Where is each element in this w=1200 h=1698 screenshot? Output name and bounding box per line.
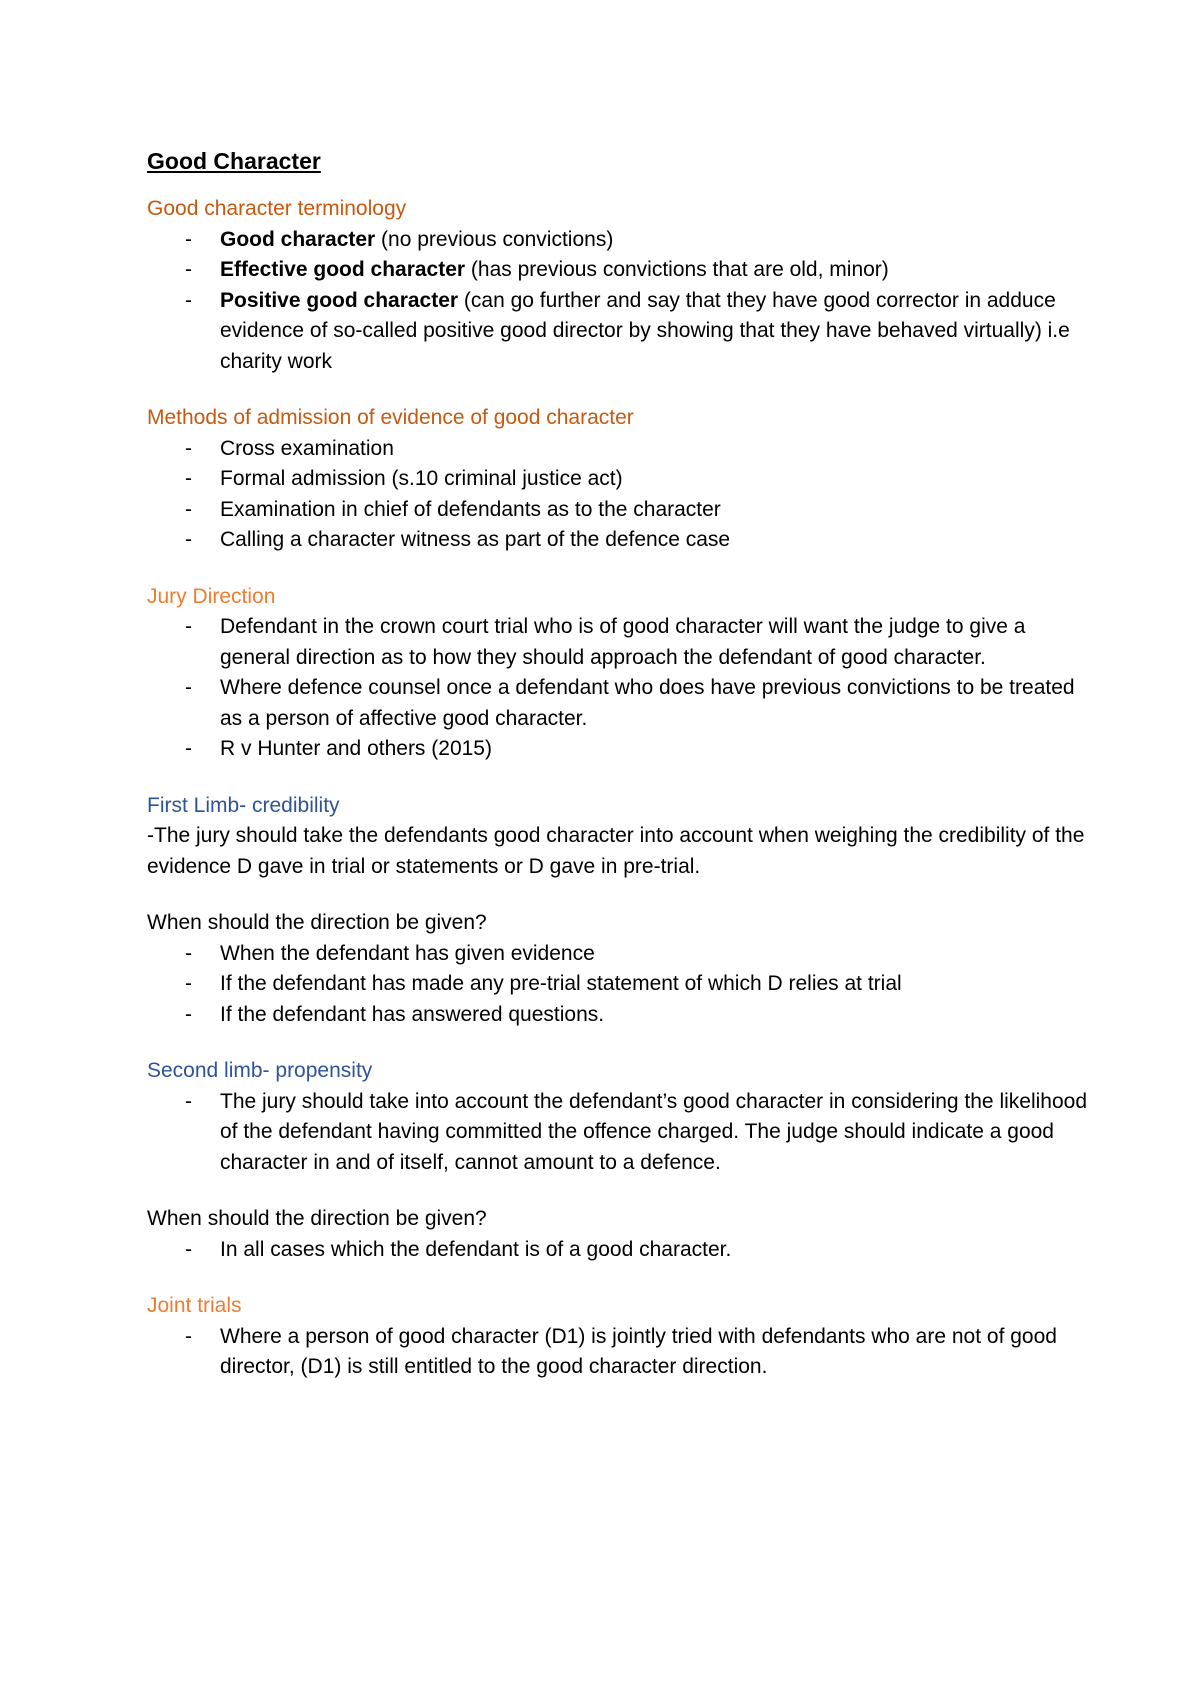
term-bold: Positive good character bbox=[220, 288, 459, 312]
item-text: Calling a character witness as part of the defence case bbox=[220, 528, 731, 551]
term-text: (can go further and say that they have good corrector in adduce evidence of so-called positive good director by showing that they have behaved virtually) i.e charity work bbox=[220, 288, 1070, 373]
second-limb-question: When should the direction be given? bbox=[147, 1207, 487, 1230]
list-item bbox=[147, 612, 1087, 673]
section-joint-trials bbox=[147, 1291, 1087, 1383]
dash-bullet: - bbox=[185, 528, 192, 551]
list-item bbox=[147, 464, 1087, 495]
dash-bullet: - bbox=[185, 1002, 192, 1026]
list-item bbox=[147, 734, 1087, 765]
dash-bullet: - bbox=[185, 615, 192, 638]
dash-bullet: - bbox=[185, 737, 192, 760]
item-text: Defendant in the crown court trial who is of good character will want the judge to give a general direction as to how they should approach the defendant of good character. bbox=[220, 615, 1026, 669]
item-text: Cross examination bbox=[220, 436, 394, 460]
list-item bbox=[147, 225, 1087, 256]
dash-bullet: - bbox=[185, 258, 192, 281]
item-text: Formal admission (s.10 criminal justice act) bbox=[220, 467, 623, 490]
list-item bbox=[147, 434, 1087, 465]
section-second-limb-when bbox=[147, 1204, 1087, 1265]
terminology-list bbox=[147, 225, 1087, 378]
heading-jury-direction: Jury Direction bbox=[147, 584, 276, 608]
item-text: Examination in chief of defendants as to the character bbox=[220, 497, 721, 521]
first-limb-question: When should the direction be given? bbox=[147, 911, 487, 934]
list-item bbox=[147, 495, 1087, 526]
item-text: If the defendant has made any pre-trial statement of which D relies at trial bbox=[220, 972, 902, 995]
heading-methods: Methods of admission of evidence of good character bbox=[147, 406, 634, 429]
second-limb-when-list bbox=[147, 1235, 1087, 1266]
term-text: (has previous convictions that are old, minor) bbox=[465, 258, 889, 281]
section-methods bbox=[147, 403, 1087, 556]
list-item bbox=[147, 1235, 1087, 1266]
section-second-limb bbox=[147, 1056, 1087, 1178]
dash-bullet: - bbox=[185, 972, 192, 995]
heading-terminology: Good character terminology bbox=[147, 197, 407, 220]
list-item bbox=[147, 286, 1087, 378]
methods-list bbox=[147, 434, 1087, 556]
dash-bullet: - bbox=[185, 467, 192, 490]
item-text: The jury should take into account the defendant’s good character in considering the likelihood of the defendant having committed the offence charged. The judge should indicate a good character in and of itself, cannot amount to a defence. bbox=[220, 1089, 1088, 1174]
dash-bullet: - bbox=[185, 227, 192, 251]
document-content bbox=[147, 146, 1087, 1409]
dash-bullet: - bbox=[185, 436, 192, 460]
joint-trials-list bbox=[147, 1322, 1087, 1383]
list-item bbox=[147, 525, 1087, 556]
list-item bbox=[147, 939, 1087, 970]
item-text: Where defence counsel once a defendant who does have previous convictions to be treated as a person of affective good character. bbox=[220, 676, 1075, 730]
dash-bullet: - bbox=[185, 1324, 192, 1348]
heading-second-limb: Second limb- propensity bbox=[147, 1059, 373, 1082]
item-text: R v Hunter and others (2015) bbox=[220, 737, 492, 760]
item-text: Where a person of good character (D1) is jointly tried with defendants who are not of good director, (D1) is still entitled to the good character direction. bbox=[220, 1324, 1057, 1378]
list-item bbox=[147, 1322, 1087, 1383]
list-item bbox=[147, 1087, 1087, 1179]
list-item bbox=[147, 969, 1087, 1000]
jury-list bbox=[147, 612, 1087, 765]
term-text: (no previous convictions) bbox=[375, 227, 614, 251]
section-first-limb-when bbox=[147, 908, 1087, 1030]
section-jury-direction bbox=[147, 582, 1087, 765]
list-item bbox=[147, 673, 1087, 734]
term-bold: Effective good character bbox=[220, 258, 466, 281]
section-first-limb bbox=[147, 791, 1087, 883]
section-terminology bbox=[147, 194, 1087, 377]
dash-bullet: - bbox=[185, 676, 192, 699]
item-text: When the defendant has given evidence bbox=[220, 941, 595, 965]
heading-first-limb: First Limb- credibility bbox=[147, 793, 340, 817]
term-bold: Good character bbox=[220, 227, 376, 251]
dash-bullet: - bbox=[185, 941, 192, 965]
list-item bbox=[147, 255, 1087, 286]
list-item bbox=[147, 1000, 1087, 1031]
dash-bullet: - bbox=[185, 1237, 192, 1261]
first-limb-text: -The jury should take the defendants good character into account when weighing the credibility of the evidence D gave in trial or statements or D gave in pre-trial. bbox=[147, 824, 1085, 878]
dash-bullet: - bbox=[185, 497, 192, 521]
second-limb-list bbox=[147, 1087, 1087, 1179]
page-title: Good Character bbox=[147, 148, 321, 174]
item-text: In all cases which the defendant is of a good character. bbox=[220, 1237, 732, 1261]
dash-bullet: - bbox=[185, 1089, 192, 1113]
item-text: If the defendant has answered questions. bbox=[220, 1002, 605, 1026]
first-limb-list bbox=[147, 939, 1087, 1031]
dash-bullet: - bbox=[185, 288, 192, 312]
heading-joint-trials: Joint trials bbox=[147, 1294, 242, 1317]
